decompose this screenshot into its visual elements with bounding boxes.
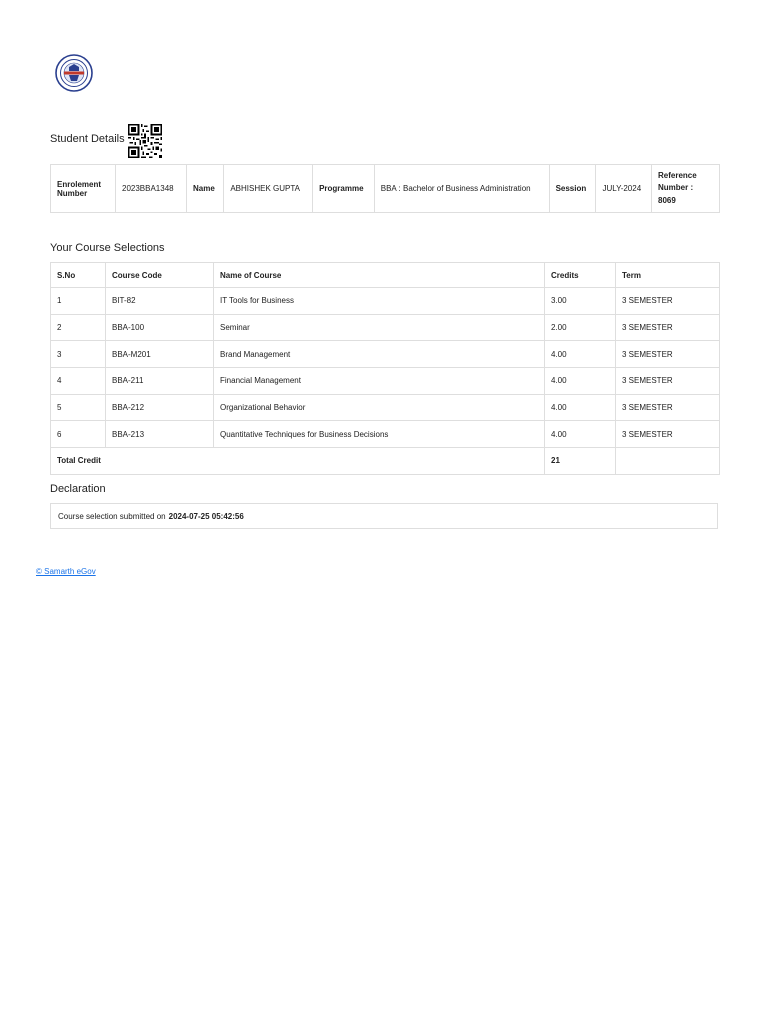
cell-credits: 2.00	[545, 314, 616, 341]
cell-term: 3 SEMESTER	[616, 341, 720, 368]
enrolment-value: 2023BBA1348	[116, 165, 187, 213]
cell-credits: 4.00	[545, 341, 616, 368]
declaration-heading: Declaration	[50, 483, 106, 495]
course-selection-table	[50, 262, 720, 475]
cell-course-code: BBA-212	[106, 394, 214, 421]
cell-course-name: Organizational Behavior	[214, 394, 545, 421]
cell-credits: 4.00	[545, 368, 616, 395]
declaration-box	[50, 503, 718, 529]
enrolment-label: Enrolement Number	[51, 165, 116, 213]
cell-term: 3 SEMESTER	[616, 368, 720, 395]
column-header-term: Term	[616, 263, 720, 288]
reference-value: 8069	[658, 195, 676, 205]
university-seal-logo	[55, 54, 93, 92]
cell-course-name: IT Tools for Business	[214, 288, 545, 315]
table-row	[51, 288, 720, 315]
session-value: JULY-2024	[596, 165, 652, 213]
column-header-credits: Credits	[545, 263, 616, 288]
cell-sno: 4	[51, 368, 106, 395]
cell-course-code: BBA-211	[106, 368, 214, 395]
reference-label: Reference Number :	[658, 170, 697, 193]
cell-sno: 5	[51, 394, 106, 421]
total-credit-value: 21	[545, 448, 616, 475]
cell-course-name: Seminar	[214, 314, 545, 341]
cell-sno: 3	[51, 341, 106, 368]
cell-sno: 1	[51, 288, 106, 315]
column-header-course-name: Name of Course	[214, 263, 545, 288]
name-label: Name	[187, 165, 224, 213]
cell-credits: 4.00	[545, 421, 616, 448]
total-credit-row	[51, 448, 720, 475]
total-credit-label: Total Credit	[51, 448, 545, 475]
cell-credits: 4.00	[545, 394, 616, 421]
cell-sno: 6	[51, 421, 106, 448]
reference-cell	[652, 165, 720, 213]
name-value: ABHISHEK GUPTA	[224, 165, 313, 213]
declaration-text: Course selection submitted on	[58, 511, 166, 521]
session-label: Session	[549, 165, 596, 213]
cell-course-code: BIT-82	[106, 288, 214, 315]
cell-course-name: Brand Management	[214, 341, 545, 368]
table-row	[51, 368, 720, 395]
column-header-sno: S.No	[51, 263, 106, 288]
cell-term: 3 SEMESTER	[616, 288, 720, 315]
declaration-timestamp: 2024-07-25 05:42:56	[168, 511, 244, 521]
cell-credits: 3.00	[545, 288, 616, 315]
cell-term: 3 SEMESTER	[616, 314, 720, 341]
column-header-course-code: Course Code	[106, 263, 214, 288]
qr-code-icon	[128, 124, 162, 158]
cell-term: 3 SEMESTER	[616, 421, 720, 448]
cell-course-name: Financial Management	[214, 368, 545, 395]
cell-course-code: BBA-213	[106, 421, 214, 448]
programme-label: Programme	[313, 165, 375, 213]
table-header-row	[51, 263, 720, 288]
cell-sno: 2	[51, 314, 106, 341]
student-details-table	[50, 164, 720, 213]
cell-course-code: BBA-100	[106, 314, 214, 341]
samarth-egov-link[interactable]: © Samarth eGov	[36, 567, 96, 576]
cell-term: 3 SEMESTER	[616, 394, 720, 421]
table-row	[51, 421, 720, 448]
course-selections-heading: Your Course Selections	[50, 242, 165, 254]
cell-course-code: BBA-M201	[106, 341, 214, 368]
programme-value: BBA : Bachelor of Business Administration	[374, 165, 549, 213]
table-row	[51, 314, 720, 341]
table-row	[51, 341, 720, 368]
table-row	[51, 394, 720, 421]
student-details-heading: Student Details	[50, 133, 125, 145]
cell-course-name: Quantitative Techniques for Business Decisions	[214, 421, 545, 448]
student-details-row	[51, 165, 720, 213]
total-credit-empty	[616, 448, 720, 475]
